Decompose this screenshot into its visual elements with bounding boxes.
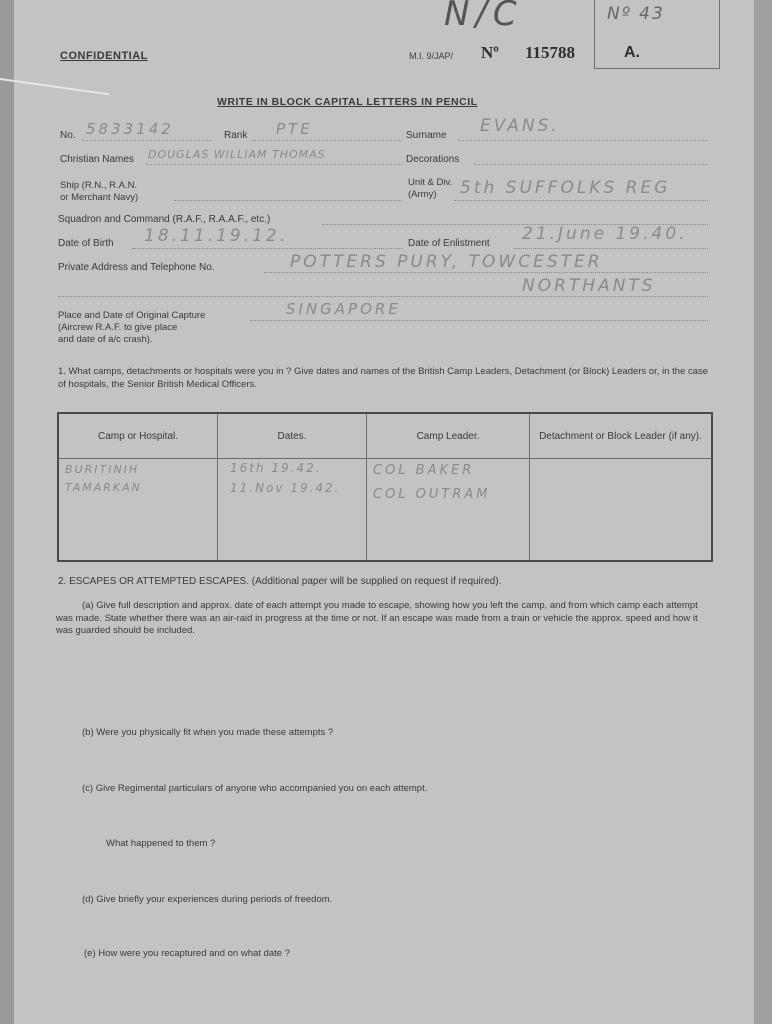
enlistment-line (514, 248, 708, 249)
squadron-label: Squadron and Command (R.A.F., R.A.A.F., etc.) (58, 214, 271, 225)
question-2c: (c) Give Regimental particulars of anyone who accompanied you on each attempt. (82, 783, 428, 794)
address-line (264, 272, 708, 273)
date-1: 16th 19.42. (230, 461, 322, 475)
decorations-label: Decorations (406, 154, 460, 165)
question-2c-followup: What happened to them ? (106, 838, 216, 849)
detachment-cell (530, 459, 713, 562)
surname-value: EVANS. (480, 116, 560, 136)
question-2a: (a) Give full description and approx. date of each attempt you made to escape, showing how you left the camp, and from which camp each attempt was made. State whether there was an air-raid in progress at the time or not. If an escape was made from a train or vehicle the approx. speed and how it was guarded should be included. (56, 600, 698, 636)
unit-value: 5th SUFFOLKS REG (460, 178, 671, 198)
question-2-title: 2. ESCAPES OR ATTEMPTED ESCAPES. (Additional paper will be supplied on request if required). (58, 576, 502, 587)
address-line-2 (58, 296, 708, 297)
capture-line (250, 320, 708, 321)
enlistment-label: Date of Enlistment (408, 238, 490, 249)
unit-label-2: (Army) (408, 189, 437, 200)
christian-line (146, 164, 402, 165)
ship-label: Ship (R.N., R.A.N. (60, 180, 138, 191)
christian-names-label: Christian Names (60, 154, 134, 165)
christian-names-value: DOUGLAS WILLIAM THOMAS (148, 148, 326, 161)
camps-table (57, 412, 713, 562)
capture-label-2: (Aircrew R.A.F. to give place (58, 322, 178, 333)
stamp-letter: A. (624, 44, 640, 61)
question-2d: (d) Give briefly your experiences during periods of freedom. (82, 894, 333, 905)
header-camp-leader: Camp Leader. (367, 413, 530, 459)
rank-label: Rank (224, 130, 248, 141)
address-label: Private Address and Telephone No. (58, 262, 215, 273)
stamp-box (594, 0, 720, 69)
dates-cell (218, 459, 367, 562)
surname-label: Surname (406, 130, 447, 141)
address-value: POTTERS PURY, TOWCESTER (290, 252, 603, 272)
table-header-row (58, 413, 712, 459)
surname-line (458, 140, 708, 141)
ship-line (174, 200, 402, 201)
no-line (82, 140, 212, 141)
instruction-heading: WRITE IN BLOCK CAPITAL LETTERS IN PENCIL (217, 96, 478, 108)
camp-1: BURITINIH (65, 463, 140, 476)
unit-line (454, 200, 708, 201)
number-prefix: Nº (481, 43, 499, 62)
form-number: 115788 (525, 43, 576, 62)
header-dates: Dates. (218, 413, 367, 459)
ship-label-2: or Merchant Navy) (60, 192, 139, 203)
dob-line (132, 248, 402, 249)
camp-2: TAMARKAN (65, 481, 142, 494)
leader-cell (367, 459, 530, 562)
confidential-label: CONFIDENTIAL (60, 50, 148, 62)
table-row (58, 459, 712, 562)
header-camp: Camp or Hospital. (58, 413, 218, 459)
stamp-box-number: Nº 43 (607, 4, 665, 24)
decorations-line (474, 164, 708, 165)
stamp-nc: N/C (444, 0, 523, 34)
question-2e: (e) How were you recaptured and on what date ? (84, 948, 290, 959)
rank-line (252, 140, 402, 141)
dob-value: 18.11.19.12. (144, 226, 289, 246)
question-2b: (b) Were you physically fit when you made these attempts ? (82, 727, 334, 738)
capture-label: Place and Date of Original Capture (58, 310, 206, 321)
header-detachment-leader: Detachment or Block Leader (if any). (530, 413, 713, 459)
date-2: 11.Nov 19.42. (230, 481, 341, 495)
question-1: 1. What camps, detachments or hospitals were you in ? Give dates and names of the British Camp Leaders, Detachment (or Block) Leaders or, in the case of hospitals, the Senior British Medical Officers. (58, 366, 709, 390)
capture-value: SINGAPORE (286, 300, 401, 318)
form-code: M.I. 9/JAP/ (409, 51, 454, 61)
no-label: No. (60, 130, 76, 141)
dob-label: Date of Birth (58, 238, 114, 249)
address-value-2: NORTHANTS (522, 276, 656, 296)
rank-value: PTE (276, 120, 313, 138)
capture-label-3: and date of a/c crash). (58, 334, 153, 345)
service-number: 5833142 (86, 120, 174, 138)
leader-2: COL OUTRAM (373, 487, 491, 502)
enlistment-value: 21.June 19.40. (522, 224, 688, 244)
unit-label: Unit & Div. (408, 177, 453, 188)
leader-1: COL BAKER (373, 463, 475, 478)
camp-cell (58, 459, 218, 562)
